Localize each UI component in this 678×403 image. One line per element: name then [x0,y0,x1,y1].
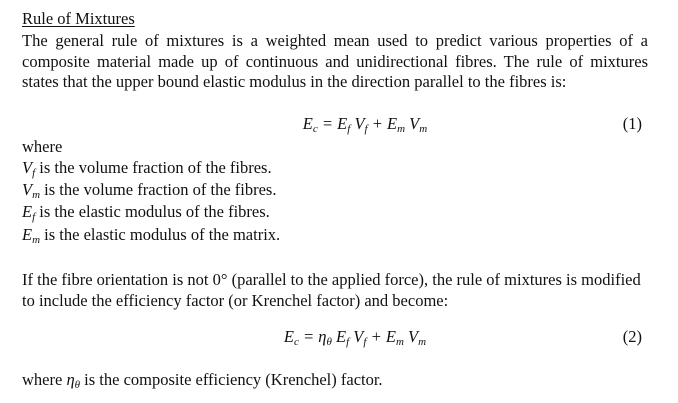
closing-line [22,370,648,391]
intro-paragraph: The general rule of mixtures is a weighted mean used to predict various properties of a composite material made up of continuous and unidirectional fibres. The rule of mixtures states that the upper bound elastic modulus in the direction parallel to the fibres is: [22,31,648,91]
definition-text: is the elastic modulus of the fibres. [39,202,270,222]
section-heading: Rule of Mixtures [22,9,135,28]
definition-symbol: $E_m$ [22,224,41,246]
equation-1-formula: $E_c = E_f$ $V_f + E_m$ $V_m$ [302,114,428,135]
equation-2-number: (2) [622,327,642,346]
equation-2-formula: $E_c = \eta_\theta$ $E_f$ $V_f + E_m$ $V_m$ [283,327,427,348]
definition-text: is the volume fraction of the fibres. [44,180,277,200]
definition-symbol: $V_f$ [22,158,36,179]
definition-item [22,225,648,247]
closing-suffix: is the composite efficiency (Krenchel) factor. [84,370,383,389]
definitions-list [22,158,648,247]
definition-symbol: $V_m$ [22,180,41,202]
definition-item [22,158,648,180]
definition-text: is the elastic modulus of the matrix. [44,224,281,244]
orientation-paragraph: If the fibre orientation is not 0° (parallel to the applied force), the rule of mixtures is modified to include the efficiency factor (or Krenchel factor) and become: [22,270,641,310]
equation-1 [22,114,648,136]
definition-text: is the volume fraction of the fibres. [39,158,272,177]
efficiency-symbol: $\eta_\theta$ [66,370,81,391]
definition-item [22,180,648,202]
closing-prefix: where [22,370,63,389]
where-label: where [22,137,63,156]
definition-symbol: $E_f$ [22,202,36,224]
equation-2 [22,327,648,349]
equation-1-number: (1) [622,114,642,133]
definition-item [22,202,648,224]
